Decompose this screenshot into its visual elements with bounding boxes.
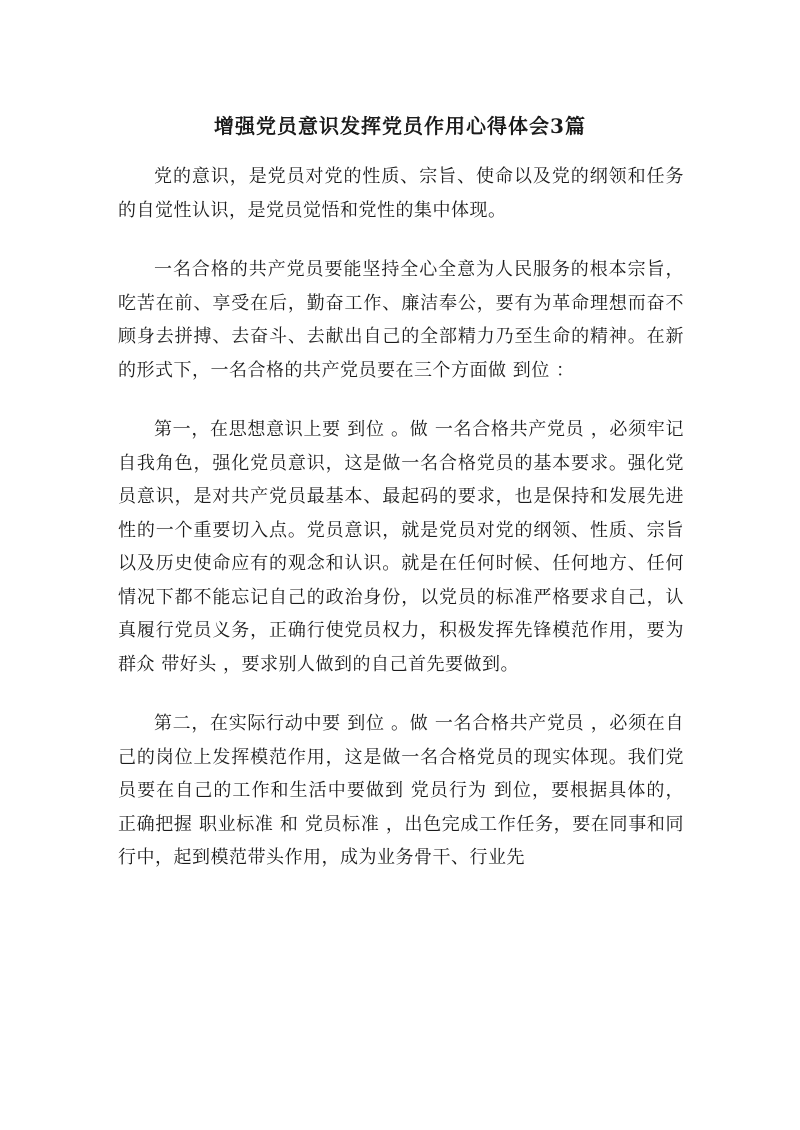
document-title: 增强党员意识发挥党员作用心得体会3篇 — [214, 114, 586, 138]
document-body — [118, 160, 684, 875]
paragraph-second-point: 第二，在实际行动中要 到位 。做 一名合格共产党员 ，必须在自己的岗位上发挥模范作用，这是做一名合格党员的现实体现。我们党员要在自己的工作和生活中要做到 党员行为 到位，要根据具体的，正确把握 职业标准 和 党员标准 ，出色完成工作任务，要在同事和同行中，起到模范带头作用，成为业务骨干、行业先 — [118, 713, 684, 868]
paragraph-first-point: 第一，在思想意识上要 到位 。做 一名合格共产党员 ，必须牢记自我角色，强化党员意识，这是做一名合格党员的基本要求。强化党员意识，是对共产党员最基本、最起码的要求，也是保持和发展先进性的一个重要切入点。党员意识，就是党员对党的纲领、性质、宗旨以及历史使命应有的观念和认识。就是在任何时候、任何地方、任何情况下都不能忘记自己的政治身份，以党员的标准严格要求自己，认真履行党员义务，正确行使党员权力，积极发挥先锋模范作用，要为群众 带好头 ，要求别人做到的自己首先要做到。 — [118, 419, 684, 675]
paragraph-qualified-member: 一名合格的共产党员要能坚持全心全意为人民服务的根本宗旨，吃苦在前、享受在后，勤奋工作、廉洁奉公，要有为革命理想而奋不顾身去拼搏、去奋斗、去献出自己的全部精力乃至生命的精神。在新的形式下，一名合格的共产党员要在三个方面做 到位 ： — [118, 259, 684, 381]
paragraph-party-awareness-definition: 党的意识，是党员对党的性质、宗旨、使命以及党的纲领和任务的自觉性认识，是党员觉悟和党性的集中体现。 — [118, 166, 684, 221]
